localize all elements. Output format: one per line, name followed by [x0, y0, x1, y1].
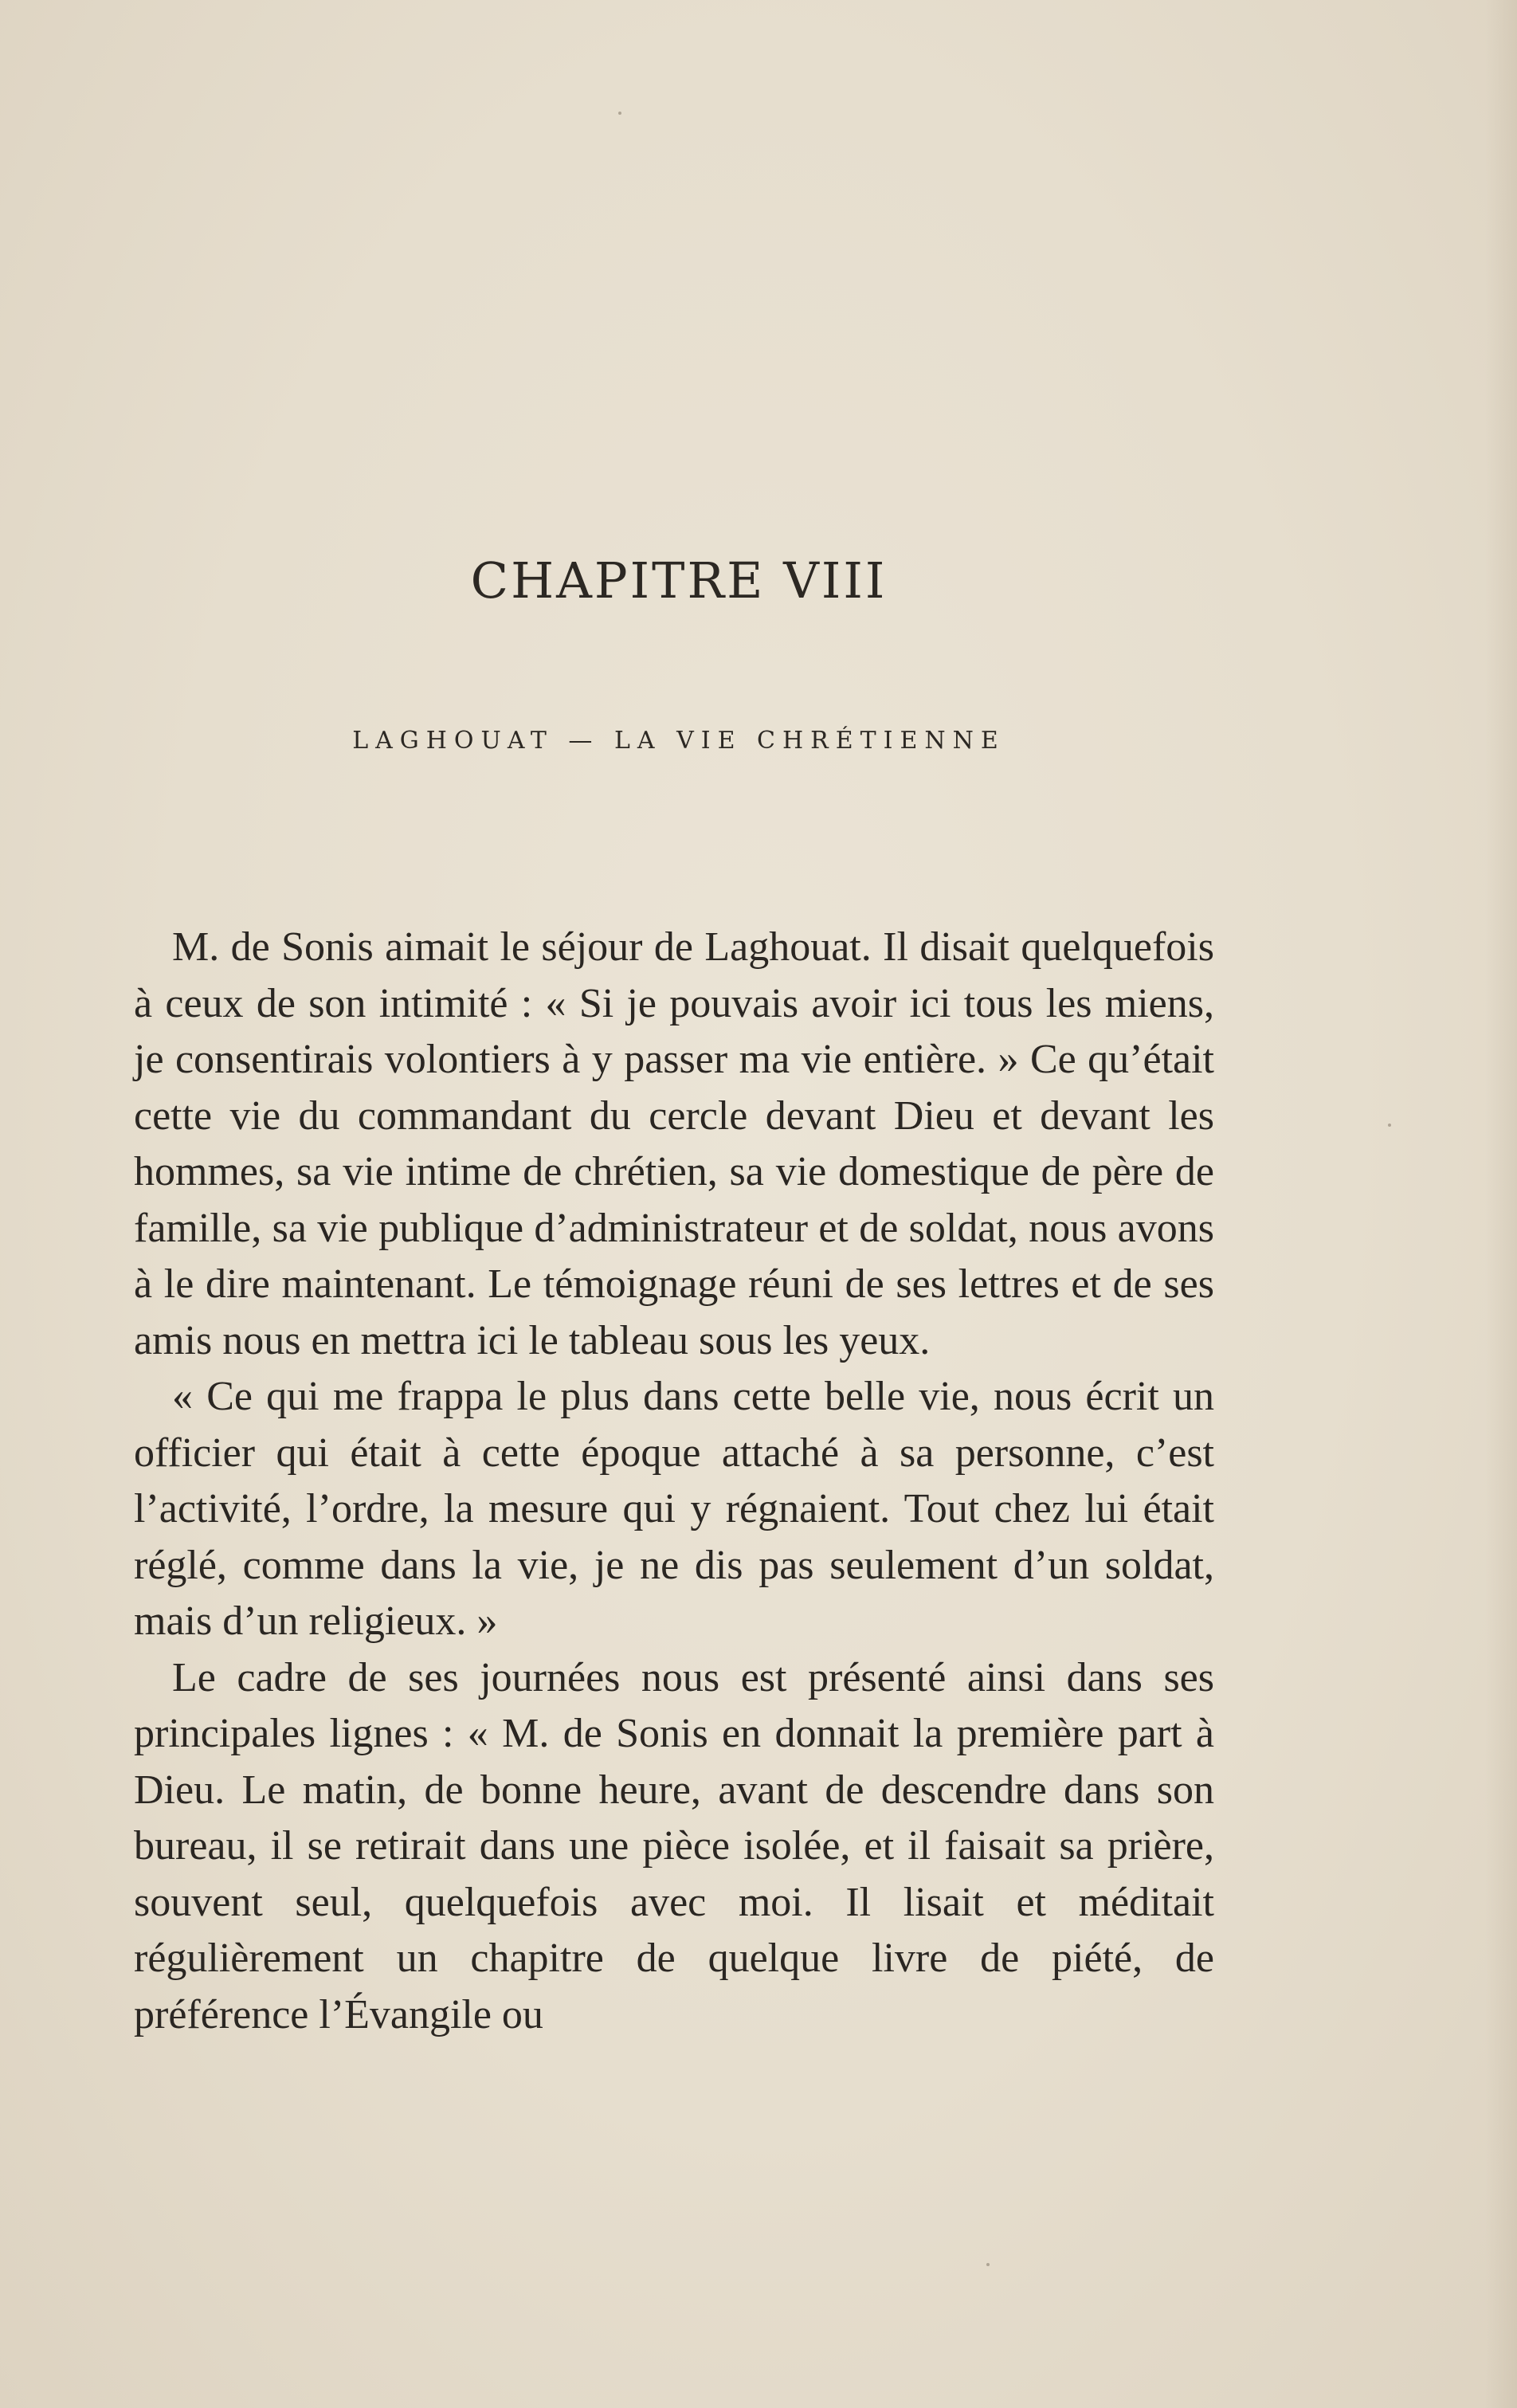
chapter-title: CHAPITRE VIII — [470, 551, 888, 610]
paragraph-1: M. de Sonis aimait le séjour de Laghouat. Il disait quelquefois à ceux de son intimité : « Si je pouvais avoir ici tous les miens, je consentirais volontiers à y passer ma vie entière. » Ce qu’était cette vie du commandant du cercle devant Dieu et devant les hommes, sa vie intime de chrétien, sa vie domestique de père de famille, sa vie publique d’administrateur et de soldat, nous avons à le dire maintenant. Le témoignage réuni de ses lettres et de ses amis nous en mettra ici le tableau sous les yeux. — [134, 924, 1214, 1363]
paragraph-3: Le cadre de ses journées nous est présenté ainsi dans ses principales lignes : « M. de Sonis en donnait la première part à Dieu. Le matin, de bonne heure, avant de descendre dans son bureau, il se retirait dans une pièce isolée, et il faisait sa prière, souvent seul, quelquefois avec moi. Il lisait et méditait régulièrement un chapitre de quelque livre de piété, de préférence l’Évangile ou — [134, 1654, 1214, 2037]
chapter-body-text — [134, 920, 1214, 2043]
page-edge-shadow — [1485, 0, 1517, 2408]
paragraph-2: « Ce qui me frappa le plus dans cette belle vie, nous écrit un officier qui était à cette époque attaché à sa personne, c’est l’activité, l’ordre, la mesure qui y régnaient. Tout chez lui était réglé, comme dans la vie, je ne dis pas seulement d’un soldat, mais d’un religieux. » — [134, 1374, 1214, 1644]
paper-speck — [986, 2263, 990, 2266]
paper-speck — [1388, 1124, 1391, 1127]
chapter-subtitle: LAGHOUAT — LA VIE CHRÉTIENNE — [352, 727, 1005, 755]
paper-speck — [618, 112, 621, 115]
